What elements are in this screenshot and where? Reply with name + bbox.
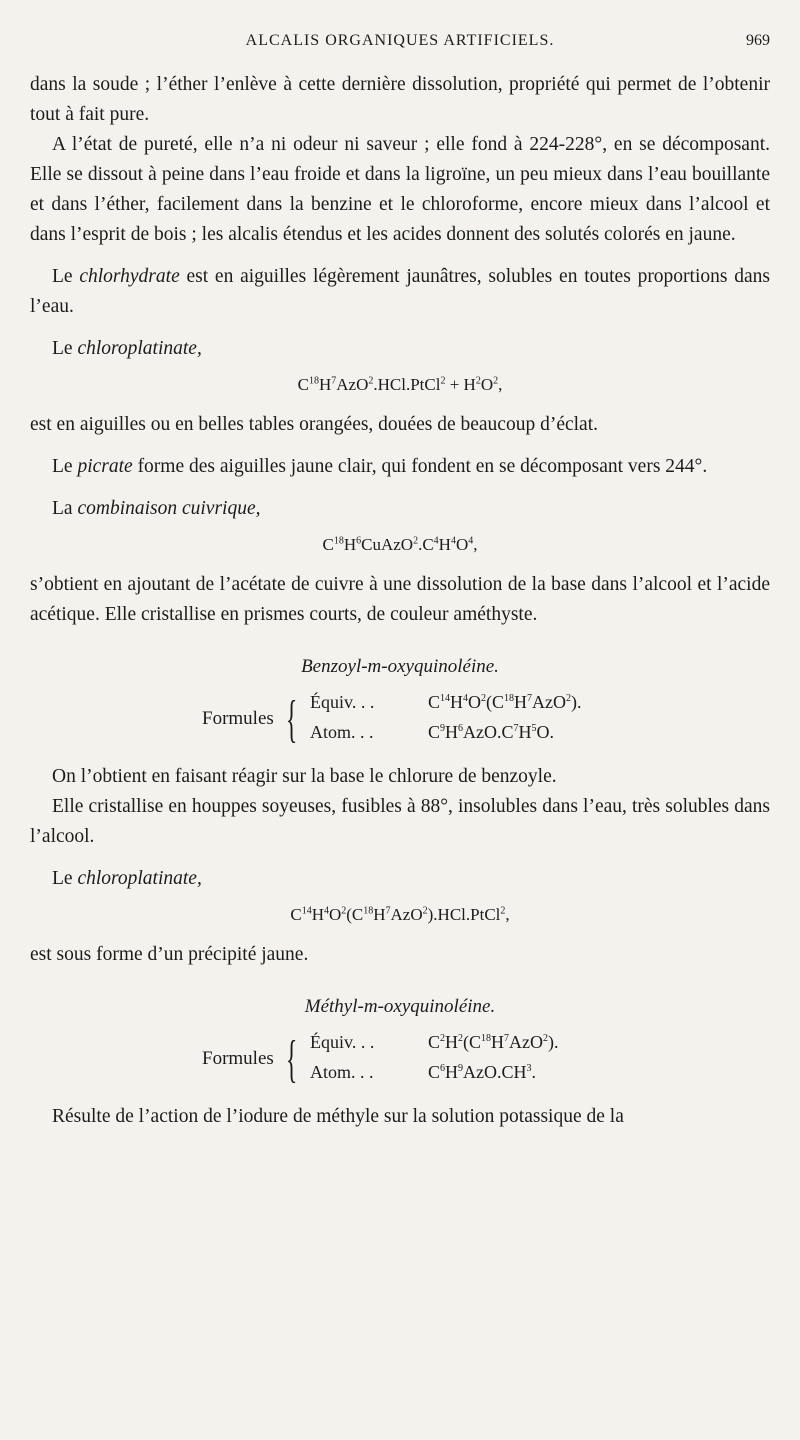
formula-equiv-benzoyl: Équiv. . . $C^{14}H^4O^2(C^{18}H^7AzO^2)$. <box>310 692 582 712</box>
term-combinaison-cuivrique: combinaison cuivrique, <box>77 498 261 519</box>
formules-benzoyl <box>30 690 770 754</box>
formula-cuivrique: $C^{18}H^6CuAzO^2.C^4H^4O^4$, <box>322 535 478 554</box>
term-chloroplatinate: chloroplatinate, <box>77 338 202 359</box>
heading-methyl: Méthyl-m-oxyquinoléine. <box>304 996 496 1017</box>
paragraph-chloroplatinate-2: Le chloroplatinate, <box>52 868 202 889</box>
paragraph-benzoyl-1: On l’obtient en faisant réagir sur la base le chlorure de benzoyle. <box>52 766 557 787</box>
paragraph-chloroplatinate-1: Le chloroplatinate, <box>52 338 202 359</box>
formula-atom-methyl: Atom. . . $C^6H^9AzO.CH^3$. <box>310 1062 537 1082</box>
term-chlorhydrate: chlorhydrate <box>79 266 180 287</box>
term-picrate: picrate <box>77 456 133 477</box>
body-text <box>30 70 770 1132</box>
brace-glyph: { <box>286 1031 298 1088</box>
formula-atom-benzoyl: Atom. . . $C^9H^6AzO.C^7H^5O$. <box>310 722 555 742</box>
formules-methyl <box>30 1030 770 1094</box>
page-number: 969 <box>746 32 770 49</box>
page-header <box>30 32 770 56</box>
book-page <box>30 0 770 1440</box>
paragraph-purete: A l’état de pureté, elle n’a ni odeur ni saveur ; elle fond à 224-228°, en se décomposant. Elle se dissout à peine dans l’eau froide et dans la ligroïne, un peu mieux dans l’eau bouillante et dans l’éther, facilement dans la benzine et le chloroforme, encore mieux dans l’alcool et dans l’esprit de bois ; les alcalis étendus et les acides donnent des solutés colorés en jaune. <box>30 134 770 245</box>
paragraph-soude: dans la soude ; l’éther l’enlève à cette dernière dissolution, propriété qui permet de l’obtenir tout à fait pure. <box>30 74 770 125</box>
brace-glyph: { <box>286 691 298 748</box>
term-chloroplatinate-2: chloroplatinate, <box>77 868 202 889</box>
formula-chloroplatinate-2: $C^{14}H^4O^2(C^{18}H^7AzO^2).HCl.PtCl^2$, <box>290 905 510 924</box>
formules-label: Formules <box>202 1048 274 1069</box>
formules-label: Formules <box>202 708 274 729</box>
paragraph-cuivrique: La combinaison cuivrique, <box>52 498 261 519</box>
heading-benzoyl: Benzoyl-m-oxyquinoléine. <box>301 656 499 677</box>
running-title: ALCALIS ORGANIQUES ARTIFICIELS. <box>245 32 555 49</box>
paragraph-benzoyl-2: Elle cristallise en houppes soyeuses, fusibles à 88°, insolubles dans l’eau, très solubles dans l’alcool. <box>30 796 770 847</box>
paragraph-chlorhydrate: Le chlorhydrate est en aiguilles légèrement jaunâtres, solubles en toutes proportions dans l’eau. <box>30 266 770 317</box>
formula-equiv-methyl: Équiv. . . $C^2H^2(C^{18}H^7AzO^2)$. <box>310 1032 559 1052</box>
paragraph-methyl-1: Résulte de l’action de l’iodure de méthyle sur la solution potassique de la <box>52 1106 624 1127</box>
formula-chloroplatinate-1: $C^{18}H^7AzO^2.HCl.PtCl^2 + H^2O^2$, <box>297 375 503 394</box>
paragraph-chloroplatinate-2-desc: est sous forme d’un précipité jaune. <box>30 944 309 965</box>
paragraph-chloroplatinate-1-desc: est en aiguilles ou en belles tables orangées, douées de beaucoup d’éclat. <box>30 414 598 435</box>
paragraph-cuivrique-desc: s’obtient en ajoutant de l’acétate de cuivre à une dissolution de la base dans l’alcool et l’acide acétique. Elle cristallise en prismes courts, de couleur améthyste. <box>30 574 770 625</box>
paragraph-picrate: Le picrate forme des aiguilles jaune clair, qui fondent en se décomposant vers 244°. <box>52 456 708 477</box>
